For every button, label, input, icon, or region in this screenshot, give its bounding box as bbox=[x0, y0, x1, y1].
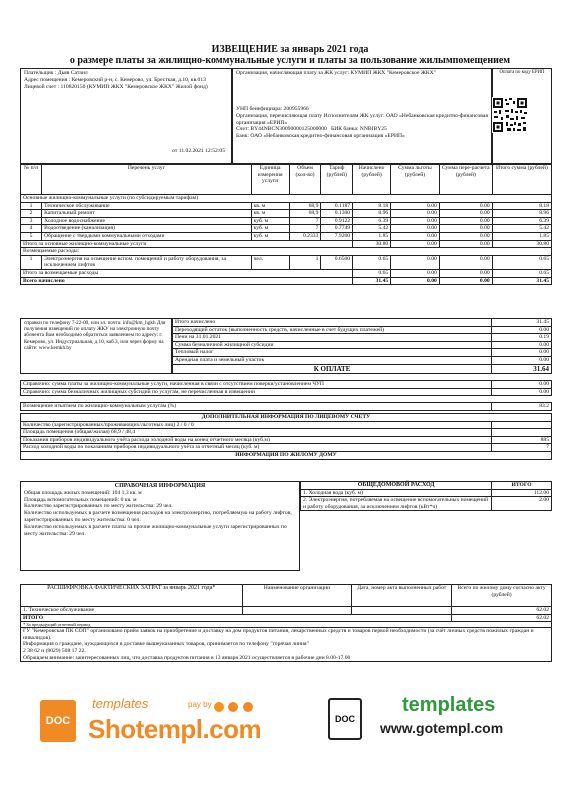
service-cell: 1 bbox=[21, 255, 42, 269]
house-info-heading-row bbox=[21, 451, 552, 459]
payment-row bbox=[173, 319, 552, 327]
reference-info-line: Общая площадь жилых помещений: 104 1,3 кв. м bbox=[24, 489, 142, 496]
common-expense-label: 1. Холодная вода (куб. м) bbox=[301, 489, 492, 497]
total-value: 0.00 bbox=[439, 277, 492, 285]
service-cell: куб. м bbox=[251, 232, 289, 240]
reference-label: Справочно: сумма платы за жилищно-коммунальные услуги, начисленная в связи с отсутствием поверки/установлением ЧУП bbox=[21, 381, 492, 389]
to-pay-row bbox=[173, 364, 552, 373]
expenses-cell: 1. Техническое обслуживание bbox=[21, 607, 243, 615]
service-cell: 8.18 bbox=[353, 202, 391, 210]
service-cell: кв. м bbox=[251, 210, 289, 218]
expenses-total-label: ИТОГО bbox=[21, 614, 452, 622]
left-doc-icon: DOC bbox=[40, 700, 76, 742]
subtotal-value: 0.65 bbox=[492, 269, 551, 277]
payer-address: Адрес помещения : Кемеровский р-н, с. Кемерово, ул. Бресткая, д.10, кв.013 bbox=[24, 76, 206, 83]
consumption-table bbox=[20, 402, 552, 411]
common-expense-total-label: ИТОГО bbox=[492, 482, 552, 490]
reference-info-box bbox=[20, 481, 300, 571]
service-cell: 0.00 bbox=[439, 232, 492, 240]
account-info-value: 7 bbox=[492, 444, 552, 452]
subtotal-value: 30.80 bbox=[492, 240, 551, 248]
service-cell: 2 bbox=[21, 210, 42, 218]
payment-row bbox=[173, 334, 552, 342]
total-row bbox=[21, 277, 552, 285]
qr-code-icon[interactable] bbox=[492, 97, 528, 133]
service-cell: Капитальный ремонт bbox=[42, 210, 251, 218]
expenses-cell bbox=[242, 607, 352, 615]
account-info-rows bbox=[21, 421, 552, 451]
service-cell: 5.42 bbox=[353, 225, 391, 233]
payment-row bbox=[173, 326, 552, 334]
section-label: Возмещаемые расходы: bbox=[21, 248, 552, 256]
header-cell: Единица измерения услуги bbox=[251, 165, 289, 195]
qr-label: Оплата по коду ЕРИП bbox=[499, 70, 545, 75]
org-box bbox=[232, 68, 492, 164]
service-cell: Электроэнергия на освещение вспом. помещений и работу оборудования, за исключением лифтов bbox=[42, 255, 251, 269]
notice-title-line1: ИЗВЕЩЕНИЕ за январь 2021 года bbox=[211, 44, 369, 55]
payment-rows bbox=[173, 319, 552, 365]
subtotal-value: 0.00 bbox=[391, 269, 440, 277]
common-expense-label: 2. Электроэнергия, потребляемая на освещение вспомогательных помещений и работу оборудования, за исключением лифтов (кВт*ч) bbox=[301, 497, 492, 511]
common-expense-rows bbox=[301, 489, 552, 511]
payer-date: от 11.02.2021 12:52:05 bbox=[172, 148, 225, 155]
card-icon bbox=[228, 702, 238, 712]
subtotal-value: 0.00 bbox=[391, 240, 440, 248]
service-cell: 0.00 bbox=[439, 225, 492, 233]
reference-value: 0.00 bbox=[492, 388, 552, 396]
payment-row bbox=[173, 356, 552, 364]
service-cell: 0.00 bbox=[391, 225, 440, 233]
contact-note: справки по телефону 7-22-00, или эл. почта: info@km_hgkh Для получения извещений по оплату ЖКУ на электронную почту абонента Вам необходимо обратиться заявлением по адресу: г. Кемерово, ул. Индустриальная, д.10, каб.3, или через форму на сайте: www.kemkh.by bbox=[20, 318, 172, 374]
service-cell: 0.1300 bbox=[321, 210, 353, 218]
payment-label: Пени на 31.01.2021 bbox=[173, 334, 492, 342]
note-line: Информация о граждане, нуждающихся в доставке вышеуказанных товаров, принимается по телефону "горячая линия" bbox=[23, 641, 309, 648]
expenses-header: Всего по жилому дому согласно акту (рублей) bbox=[452, 585, 552, 607]
service-cell: 68,9 bbox=[289, 202, 321, 210]
left-small-label: templates bbox=[92, 696, 149, 711]
service-cell: 0.65 bbox=[492, 255, 551, 269]
common-expense-value: 112.00 bbox=[492, 489, 552, 497]
service-cell: Техническое обслуживание bbox=[42, 202, 251, 210]
service-cell: 5 bbox=[21, 232, 42, 240]
service-cell: куб. м bbox=[251, 225, 289, 233]
bitcoin-icon bbox=[214, 702, 224, 712]
common-expense-heading-row bbox=[301, 482, 552, 490]
subtotal-label: Итого за основные жилищно-коммунальные услуги bbox=[21, 240, 353, 248]
service-cell: 1 bbox=[289, 255, 321, 269]
payment-label: Сумма безналичной жилищной субсидии bbox=[173, 341, 492, 349]
expenses-header: Дата, номер акта выполненных работ bbox=[352, 585, 452, 607]
consumption-value: 83.2 bbox=[492, 403, 552, 411]
service-cell: 6.39 bbox=[492, 217, 551, 225]
note-line: Обращаем внимание: заинтересованных лиц, что доставка продуктов питания в 13 января 2021 осуществляется в рабочие дни 8.00-17.00 bbox=[23, 654, 351, 661]
account-info-label: Показания приборов индивидуального учёта расхода холодной воды на конец отчетного месяца (куб.м) bbox=[21, 436, 492, 444]
service-row bbox=[21, 210, 552, 218]
service-cell: 5.42 bbox=[492, 225, 551, 233]
service-cell: 8.96 bbox=[353, 210, 391, 218]
subtotal-row bbox=[21, 240, 552, 248]
service-row bbox=[21, 202, 552, 210]
service-cell: Холодное водоснабжение bbox=[42, 217, 251, 225]
service-cell: 0.00 bbox=[439, 217, 492, 225]
consumption-label: Возмещение изъятием по жилищно-коммунальным услугам (%) bbox=[21, 403, 492, 411]
service-cell: Обращение с твердыми коммунальными отходами bbox=[42, 232, 251, 240]
service-cell: 0.00 bbox=[439, 255, 492, 269]
subtotal-label: Итого за возмещаемые расходы bbox=[21, 269, 353, 277]
payer-account: Лицевой счет : 110820150 (КУМИП ЖКХ "Кемеровское ЖКХ" Жилой фонд) bbox=[24, 83, 208, 90]
service-cell: куб. м bbox=[251, 217, 289, 225]
expenses-header-row bbox=[21, 585, 552, 607]
service-rows-2 bbox=[21, 255, 552, 269]
header-cell: Сумма льготы (рублей) bbox=[391, 165, 440, 195]
total-value: 31.45 bbox=[353, 277, 391, 285]
service-cell: 0.00 bbox=[391, 255, 440, 269]
payment-row bbox=[173, 341, 552, 349]
right-url-label: www.gotempl.com bbox=[380, 720, 504, 736]
account-info-label: Расход холодной воды по показаниям приборов индивидуального учёта за отчетный месяц (куб. м) bbox=[21, 444, 492, 452]
reference-value: 0.00 bbox=[492, 381, 552, 389]
notice-title bbox=[0, 44, 580, 66]
notes bbox=[21, 628, 552, 662]
account-info-row bbox=[21, 429, 552, 437]
services-table bbox=[20, 164, 552, 285]
to-pay-label: К ОПЛАТЕ bbox=[173, 364, 492, 373]
service-cell: 0.00 bbox=[439, 202, 492, 210]
account-info-row bbox=[21, 436, 552, 444]
org-unp: УНП бенефициара: 200955966 bbox=[236, 106, 309, 112]
total-value: 0.00 bbox=[391, 277, 440, 285]
subtotal-value: 0.65 bbox=[353, 269, 391, 277]
service-row bbox=[21, 225, 552, 233]
service-cell: 0.9122 bbox=[321, 217, 353, 225]
payer-box bbox=[20, 68, 232, 164]
service-cell: 0.6500 bbox=[321, 255, 353, 269]
payment-value: 0.00 bbox=[492, 349, 552, 357]
service-cell: 7.9200 bbox=[321, 232, 353, 240]
payment-label: Арендная плата и земельный участок bbox=[173, 356, 492, 364]
section-row bbox=[21, 248, 552, 256]
common-expense-row bbox=[301, 489, 552, 497]
left-pay-label: pay by bbox=[188, 700, 212, 709]
house-info-heading: ИНФОРМАЦИЯ ПО ЖИЛОМУ ДОМУ bbox=[21, 451, 552, 459]
to-pay-value: 31.64 bbox=[492, 364, 552, 373]
reference-label: Справочно: сумма безналичных жилищных субсидий по услугам, не перечисленная в извещении bbox=[21, 388, 492, 396]
note-line: ГУ "Кемеровская ПК СОП" организовано приём заявок на приобретение и доставку на дом продуктов питания, лекарственных средств и товаров первой необходимости (за счёт личных средств пожилых граждан и инвалидов). bbox=[23, 628, 534, 641]
header-cell: Итого сумма (рублей) bbox=[492, 165, 551, 195]
service-cell: 3 bbox=[21, 217, 42, 225]
service-cell: Водоотведение (канализация) bbox=[42, 225, 251, 233]
reference-row bbox=[21, 388, 552, 396]
common-expense-row bbox=[301, 497, 552, 511]
common-expense-heading: ОБЩЕДОМОВОЙ РАСХОД bbox=[301, 482, 492, 490]
notice-title-line2: о размере платы за жилищно-коммунальные услуги и платы за пользование жилымпомещением bbox=[69, 55, 511, 66]
service-cell: 8.96 bbox=[492, 210, 551, 218]
reference-info-heading: СПРАВОЧНАЯ ИНФОРМАЦИЯ bbox=[114, 483, 206, 489]
service-cell: чел. bbox=[251, 255, 289, 269]
subtotal-row bbox=[21, 269, 552, 277]
service-cell: 1.85 bbox=[353, 232, 391, 240]
right-word-label: templates bbox=[402, 694, 496, 716]
service-row bbox=[21, 232, 552, 240]
service-row bbox=[21, 217, 552, 225]
reference-info-line: Количество используемых в расчете возмещения расходов на электроэнергию, потребляемую на работу лифтов, зарегистрированных по месту жительства: 0 чел. bbox=[24, 510, 292, 523]
header-cell: Сумма пере-расчета (рублей) bbox=[439, 165, 492, 195]
service-cell: 8.18 bbox=[492, 202, 551, 210]
subtotal-value: 0.00 bbox=[439, 240, 492, 248]
subtotal-value: 30.80 bbox=[353, 240, 391, 248]
service-cell: кв. м bbox=[251, 202, 289, 210]
service-cell: 0.1187 bbox=[321, 202, 353, 210]
account-info-heading: ДОПОЛНИТЕЛЬНАЯ ИНФОРМАЦИЯ ПО ЛИЦЕВОМУ СЧЕТУ bbox=[21, 414, 552, 422]
expenses-row bbox=[21, 607, 552, 615]
account-info-value bbox=[492, 421, 552, 429]
payer-name: Плательщик : Дьяв Сатаил bbox=[24, 70, 88, 76]
org-bank: Банк: ОАО «Небанковская кредитно-финансовая организация «ЕРИП» bbox=[236, 133, 405, 140]
service-cell: 1 bbox=[21, 202, 42, 210]
payment-value: 0.19 bbox=[492, 334, 552, 342]
section-label: Основные жилищно-коммунальные услуги (по субсидируемым тарифам) bbox=[21, 195, 552, 203]
header-cell: Тариф (рублей) bbox=[321, 165, 353, 195]
service-row bbox=[21, 255, 552, 269]
account-info-table bbox=[20, 413, 552, 460]
header-cell: Объем (кол-во) bbox=[289, 165, 321, 195]
service-cell: 0.00 bbox=[439, 210, 492, 218]
service-cell: 1.85 bbox=[492, 232, 551, 240]
payment-table bbox=[172, 318, 552, 374]
expenses-header: Наименование организации bbox=[242, 585, 352, 607]
account-info-heading-row bbox=[21, 414, 552, 422]
service-cell: 6.39 bbox=[353, 217, 391, 225]
account-info-row bbox=[21, 444, 552, 452]
reference-info-line: Площадь вспомогательных помещений: 0 кв. м bbox=[24, 496, 137, 503]
expenses-table bbox=[20, 584, 552, 662]
common-expense-table bbox=[300, 481, 552, 511]
expenses-footnote: * За предыдущий отчетный период bbox=[21, 622, 552, 628]
payment-value: 0.00 bbox=[492, 341, 552, 349]
service-cell: 0.00 bbox=[391, 210, 440, 218]
org-collector: Организация, перечисляющая плату Исполнителям ЖК услуг: ОАО «Небанковская кредитно-финансовая организация «ЕРИП» bbox=[236, 112, 488, 126]
service-cell: 0.00 bbox=[391, 217, 440, 225]
services-header-row bbox=[21, 165, 552, 195]
total-label: Всего начислено bbox=[21, 277, 353, 285]
payment-label: Переходящий остаток (выполненность средств, начисленные в счет будущих платежей) bbox=[173, 326, 492, 334]
service-cell: 0.00 bbox=[391, 202, 440, 210]
account-info-label: Площадь помещения (общая/жилая) 68,9 / 48,4 bbox=[21, 429, 492, 437]
expenses-cell: 62.02 bbox=[452, 607, 552, 615]
header-cell: Начислено (рублей) bbox=[353, 165, 391, 195]
expenses-total-value: 62.02 bbox=[452, 614, 552, 622]
right-doc-icon: DOC bbox=[328, 698, 362, 740]
paypal-icon bbox=[243, 702, 253, 712]
payment-row bbox=[173, 349, 552, 357]
left-main-label: Shotempl.com bbox=[88, 714, 262, 744]
reference-info-line: Количество используемых в расчете платы за прочие жилищно-коммунальные услуги зарегистрированных по месту жительства: 29 чел. bbox=[24, 523, 287, 537]
payment-value: 0.00 bbox=[492, 356, 552, 364]
service-cell: 4 bbox=[21, 225, 42, 233]
subtotal-value: 0.00 bbox=[439, 269, 492, 277]
service-rows bbox=[21, 202, 552, 240]
expenses-total-row bbox=[21, 614, 552, 622]
service-cell: 0.00 bbox=[391, 232, 440, 240]
reference-info-line: Количество зарегистрированных по месту жительства: 29 чел. bbox=[24, 503, 173, 510]
account-info-label: Количество (зарегистрированных/проживающих/льготных лиц) 2 / 0 / 0 bbox=[21, 421, 492, 429]
org-bic: БИК банка: NNBIBY25 bbox=[331, 126, 387, 133]
common-expense-value: 2.00 bbox=[492, 497, 552, 511]
service-cell: 7 bbox=[289, 217, 321, 225]
payment-label: Тепловый налог bbox=[173, 349, 492, 357]
reference-table bbox=[20, 380, 552, 396]
section-row bbox=[21, 195, 552, 203]
service-cell: 0.2333 bbox=[289, 232, 321, 240]
notes-row bbox=[21, 628, 552, 662]
service-cell: 0.65 bbox=[353, 255, 391, 269]
payment-label: Итого начислено bbox=[173, 319, 492, 327]
total-value: 31.45 bbox=[492, 277, 551, 285]
payment-value: 31.45 bbox=[492, 319, 552, 327]
account-info-value bbox=[492, 429, 552, 437]
reference-row bbox=[21, 381, 552, 389]
consumption-row bbox=[21, 403, 552, 411]
service-cell: 68,9 bbox=[289, 210, 321, 218]
org-account: Счет: BY44NBCN30090000125000000 bbox=[236, 126, 327, 133]
header-cell: Перечень услуг bbox=[42, 165, 251, 195]
account-info-row bbox=[21, 421, 552, 429]
branding-footer bbox=[0, 690, 580, 760]
service-cell: 7 bbox=[289, 225, 321, 233]
reference-info-lines bbox=[24, 490, 296, 538]
note-line: 2 38 62 и (8029) 508 17 22. bbox=[23, 647, 86, 654]
header-cell: № п/п bbox=[21, 165, 42, 195]
account-info-value: 885 bbox=[492, 436, 552, 444]
expenses-header: РАСШИФРОВКА ФАКТИЧЕСКИХ ЗАТРАТ за январь 2021 года* bbox=[21, 585, 243, 607]
payment-value: 0.00 bbox=[492, 326, 552, 334]
expenses-cell bbox=[352, 607, 452, 615]
org-name: Организация, начисляющая плату за ЖК услуг: КУМИП ЖКХ "Кемеровское ЖКХ" bbox=[236, 70, 436, 76]
service-cell: 0.7749 bbox=[321, 225, 353, 233]
